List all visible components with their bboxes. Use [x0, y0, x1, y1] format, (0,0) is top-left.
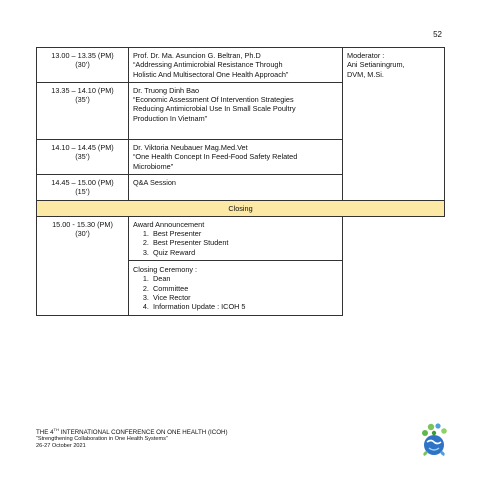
session-duration: (30’): [75, 60, 90, 70]
time-cell: [37, 140, 129, 175]
closing-label: Closing: [37, 200, 445, 216]
session-cell: [129, 216, 343, 260]
session-cell: [129, 261, 343, 315]
session-cell: [129, 174, 343, 200]
session-cell: [129, 82, 343, 139]
moderator-name: Ani Setianingrum,: [347, 60, 405, 70]
talk-title-line: Reducing Antimicrobial Use In Small Scale Poultry: [133, 104, 296, 114]
talk-title-line: “Addressing Antimicrobial Resistance Through: [133, 60, 283, 70]
session-cell: [129, 48, 343, 83]
conference-title-prefix: THE 4: [36, 429, 54, 437]
session-time: 15.00 - 15.30 (PM): [52, 219, 113, 229]
speaker-name: Prof. Dr. Ma. Asuncion G. Beltran, Ph.D: [133, 51, 261, 60]
ceremony-list: [133, 274, 338, 311]
ordinal-suffix: TH: [53, 427, 59, 432]
session-time: 14.45 – 15.00 (PM): [51, 177, 114, 187]
list-item: 3. Quiz Reward: [151, 248, 338, 257]
table-row: [37, 48, 445, 83]
speaker-name: Dr. Truong Dinh Bao: [133, 85, 200, 95]
page-number: 52: [433, 30, 442, 39]
session-duration: (35’): [75, 95, 90, 105]
table-row: [37, 216, 445, 260]
session-time: 13.35 – 14.10 (PM): [51, 85, 114, 95]
session-duration: (35’): [75, 152, 90, 162]
time-cell: [37, 216, 129, 315]
conference-dates: 26-27 October 2021: [36, 443, 86, 450]
talk-title-line: “Economic Assessment Of Intervention Strategies: [133, 95, 294, 105]
talk-title-line: Holistic And Multisectoral One Health Approach”: [133, 69, 289, 79]
time-cell: [37, 48, 129, 83]
session-time: 14.10 – 14.45 (PM): [51, 143, 114, 153]
ceremony-heading: Closing Ceremony :: [133, 265, 198, 275]
moderator-title: DVM, M.Si.: [347, 69, 384, 79]
session-time: 13.00 – 13.35 (PM): [51, 51, 114, 60]
closing-row: [37, 200, 445, 216]
talk-title-line: “One Health Concept In Feed-Food Safety Related: [133, 152, 298, 162]
conference-title: [36, 426, 228, 436]
session-cell: [129, 140, 343, 175]
empty-cell: [343, 216, 445, 315]
conference-theme: “Strengthening Collaboration in One Health Systems”: [36, 436, 168, 443]
session-duration: (15’): [75, 187, 90, 197]
icoh-logo-icon: [417, 418, 451, 458]
schedule-table: [36, 47, 445, 316]
moderator-label: Moderator :: [347, 51, 385, 60]
session-duration: (30’): [75, 229, 90, 239]
list-item: 4. Information Update : ICOH 5: [151, 302, 338, 311]
list-item: 3. Vice Rector: [151, 293, 338, 302]
list-item: 1. Dean: [151, 274, 338, 283]
activity-label: Q&A Session: [133, 177, 176, 187]
award-heading: Award Announcement: [133, 219, 205, 229]
list-item: 2. Committee: [151, 284, 338, 293]
time-cell: [37, 174, 129, 200]
talk-title-line: Production In Vietnam”: [133, 113, 208, 123]
speaker-name: Dr. Viktoria Neubauer Mag.Med.Vet: [133, 143, 248, 153]
moderator-cell: [343, 48, 445, 201]
time-cell: [37, 82, 129, 139]
conference-title-rest: INTERNATIONAL CONFERENCE ON ONE HEALTH (ICOH): [58, 429, 228, 437]
list-item: 2. Best Presenter Student: [151, 238, 338, 247]
list-item: 1. Best Presenter: [151, 229, 338, 238]
talk-title-line: Microbiome”: [133, 161, 174, 171]
footer: [36, 426, 228, 450]
award-list: [133, 229, 338, 257]
